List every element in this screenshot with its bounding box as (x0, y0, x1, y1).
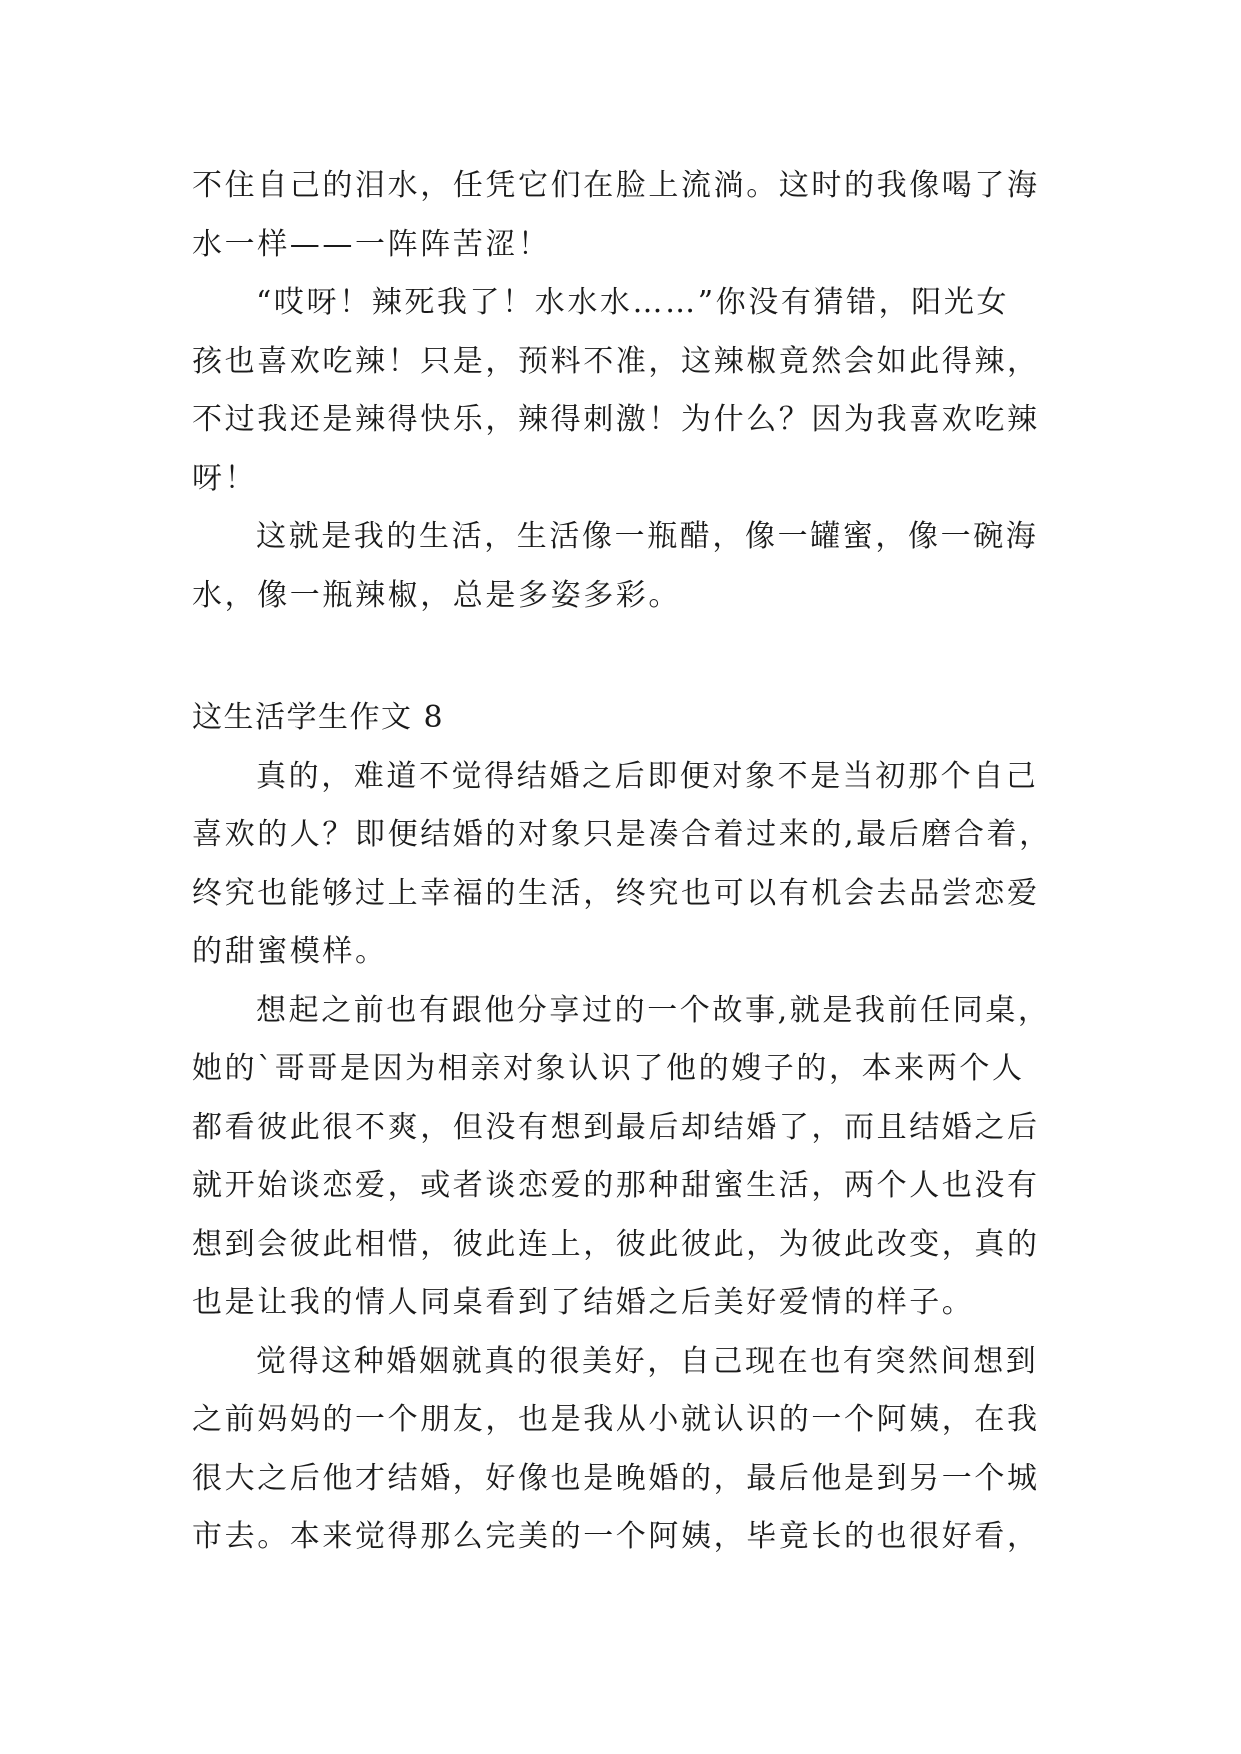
text-line: 想起之前也有跟他分享过的一个故事,就是我前任同桌， (256, 992, 1051, 1028)
paragraph (192, 982, 1052, 1333)
paragraph (192, 274, 1052, 508)
document-page (192, 157, 1052, 1567)
text-line: 的甜蜜模样。 (192, 934, 388, 969)
text-line: 都看彼此很不爽，但没有想到最后却结婚了，而且结婚之后 (192, 1109, 1040, 1145)
text-line: 也是让我的情人同桌看到了结婚之后美好爱情的样子。 (192, 1285, 975, 1320)
paragraph (192, 157, 1052, 274)
text-line: 终究也能够过上幸福的生活，终究也可以有机会去品尝恋爱 (192, 875, 1040, 911)
text-line: 这就是我的生活，生活像一瓶醋，像一罐蜜，像一碗海 (256, 519, 1039, 554)
text-line: “哎呀！辣死我了！水水水……”你没有猜错，阳光女 (256, 285, 1010, 320)
text-line: 水一样——一阵阵苦涩！ (192, 226, 551, 262)
text-line: 之前妈妈的一个朋友，也是我从小就认识的一个阿姨，在我 (192, 1402, 1040, 1437)
text-line: 市去。本来觉得那么完美的一个阿姨，毕竟长的也很好看， (192, 1519, 1040, 1554)
section-gap (192, 625, 1052, 689)
text-line: 呀！ (192, 460, 258, 496)
text-line: 水，像一瓶辣椒，总是多姿多彩。 (192, 577, 681, 613)
text-line: 就开始谈恋爱，或者谈恋爱的那种甜蜜生活，两个人也没有 (192, 1168, 1040, 1203)
paragraph (192, 748, 1052, 982)
text-line: 真的，难道不觉得结婚之后即便对象不是当初那个自己 (256, 758, 1039, 794)
text-line: 喜欢的人？即便结婚的对象只是凑合着过来的,最后磨合着， (192, 817, 1052, 852)
text-line: 不住自己的泪水，任凭它们在脸上流淌。这时的我像喝了海 (192, 168, 1040, 203)
paragraph (192, 1333, 1052, 1567)
text-line: 不过我还是辣得快乐，辣得刺激！为什么？因为我喜欢吃辣 (192, 402, 1040, 437)
text-line: 觉得这种婚姻就真的很美好，自己现在也有突然间想到 (256, 1343, 1039, 1379)
text-line: 她的`哥哥是因为相亲对象认识了他的嫂子的，本来两个人 (192, 1051, 1025, 1086)
paragraph (192, 508, 1052, 625)
text-line: 很大之后他才结婚，好像也是晚婚的，最后他是到另一个城 (192, 1460, 1040, 1496)
text-line: 想到会彼此相惜，彼此连上，彼此彼此，为彼此改变，真的 (192, 1226, 1040, 1262)
text-line: 孩也喜欢吃辣！只是，预料不准，这辣椒竟然会如此得辣， (192, 343, 1040, 379)
section-heading: 这生活学生作文 8 (192, 700, 445, 735)
